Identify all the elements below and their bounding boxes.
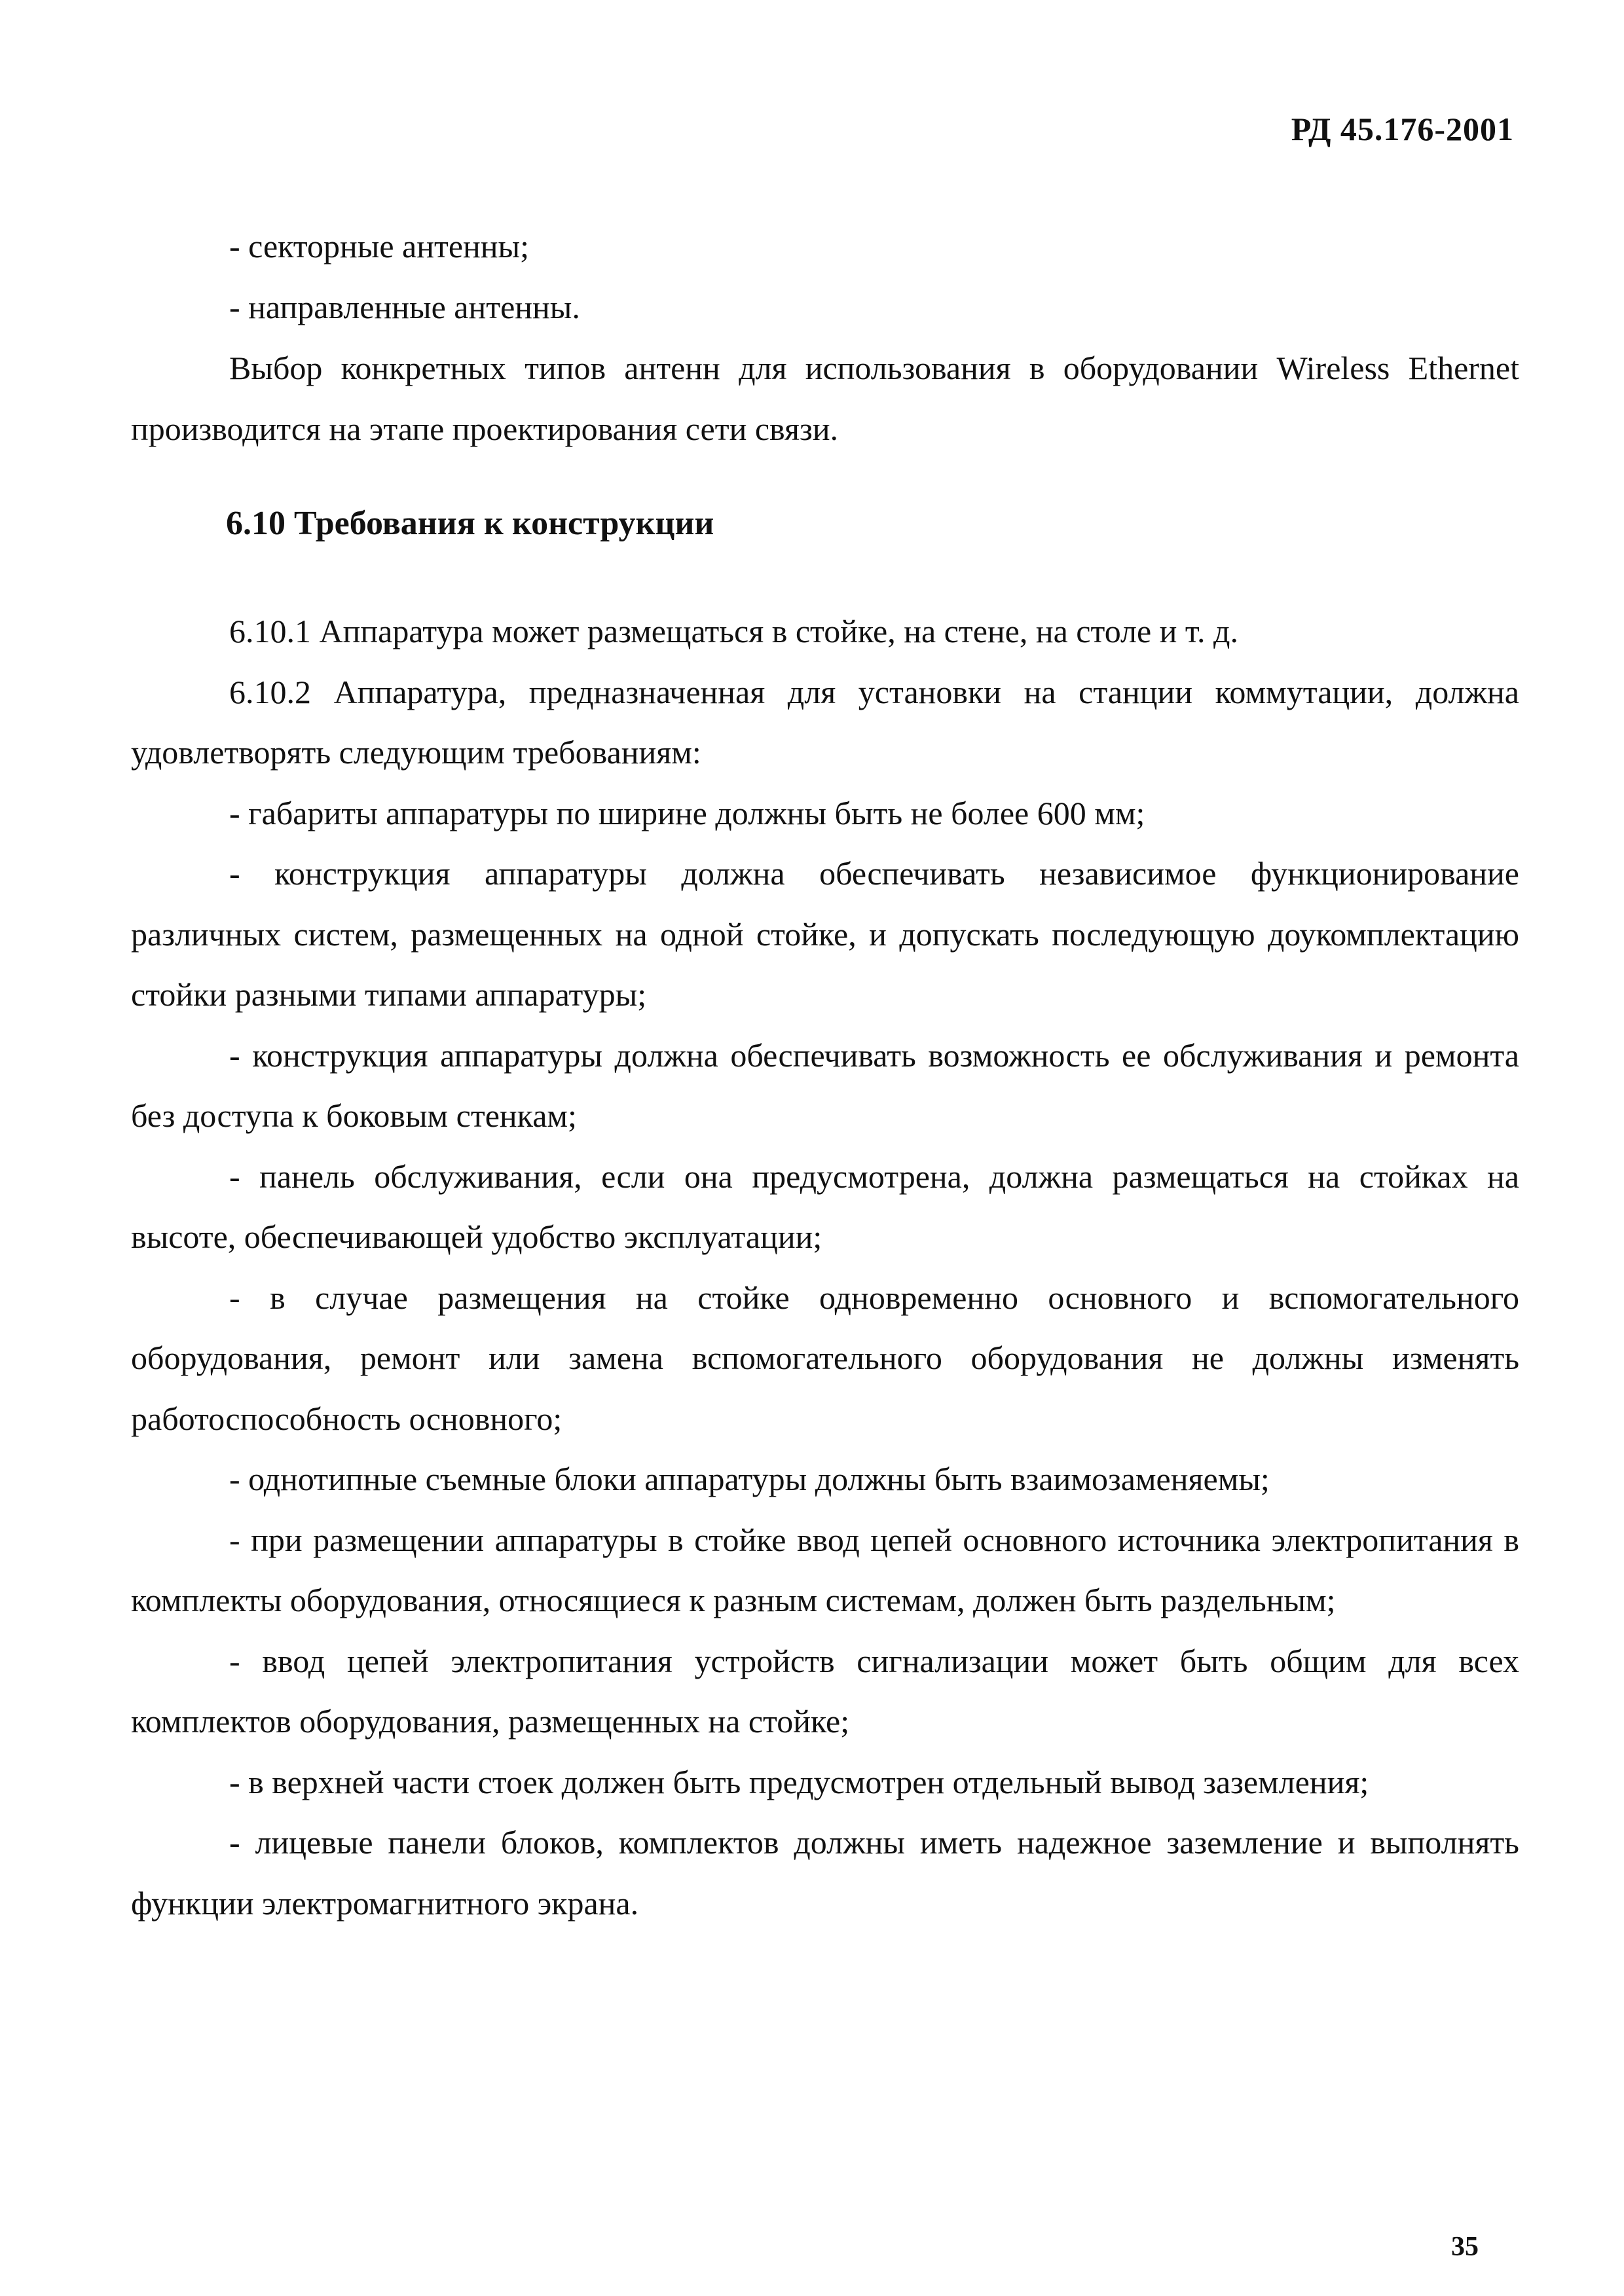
requirement-item: - лицевые панели блоков, комплектов должны иметь надежное заземление и выполнять функции электромагнитного экрана. xyxy=(131,1824,1519,1922)
document-code: РД 45.176-2001 xyxy=(1291,111,1514,147)
intro-block xyxy=(131,216,1519,460)
requirement-item: - в случае размещения на стойке одновременно основного и вспомогательного оборудования, ремонт или замена вспомогательного оборудования не должны изменять работоспособность основного; xyxy=(131,1279,1519,1437)
requirement-item: - ввод цепей электропитания устройств сигнализации может быть общим для всех комплектов оборудования, размещенных на стойке; xyxy=(131,1642,1519,1740)
section-heading: 6.10 Требования к конструкции xyxy=(226,505,714,542)
list-item: - направленные антенны. xyxy=(229,289,580,325)
paragraph-6-10-1: 6.10.1 Аппаратура может размещаться в стойке, на стене, на столе и т. д. xyxy=(229,613,1238,649)
page-number: 35 xyxy=(1451,2232,1479,2262)
section-body xyxy=(131,601,1519,1933)
paragraph-6-10-2: 6.10.2 Аппаратура, предназначенная для установки на станции коммутации, должна удовлетворять следующим требованиям: xyxy=(131,673,1519,771)
requirement-item: - габариты аппаратуры по ширине должны быть не более 600 мм; xyxy=(229,794,1145,831)
requirement-item: - конструкция аппаратуры должна обеспечивать независимое функционирование различных систем, размещенных на одной стойке, и допускать последующую доукомплектацию стойки разными типами аппаратуры; xyxy=(131,855,1519,1013)
requirement-item: - панель обслуживания, если она предусмотрена, должна размещаться на стойках на высоте, обеспечивающей удобство эксплуатации; xyxy=(131,1157,1519,1255)
requirement-item: - конструкция аппаратуры должна обеспечивать возможность ее обслуживания и ремонта без доступа к боковым стенкам; xyxy=(131,1036,1519,1134)
requirement-item: - при размещении аппаратуры в стойке ввод цепей основного источника электропитания в комплекты оборудования, относящиеся к разным системам, должен быть раздельным; xyxy=(131,1521,1519,1618)
requirement-item: - в верхней части стоек должен быть предусмотрен отдельный вывод заземления; xyxy=(229,1763,1369,1800)
requirement-item: - однотипные съемные блоки аппаратуры должны быть взаимозаменяемы; xyxy=(229,1461,1270,1497)
intro-paragraph: Выбор конкретных типов антенн для использования в оборудовании Wireless Ethernet производится на этапе проектирования сети связи. xyxy=(131,350,1519,447)
list-item: - секторные антенны; xyxy=(229,228,530,264)
